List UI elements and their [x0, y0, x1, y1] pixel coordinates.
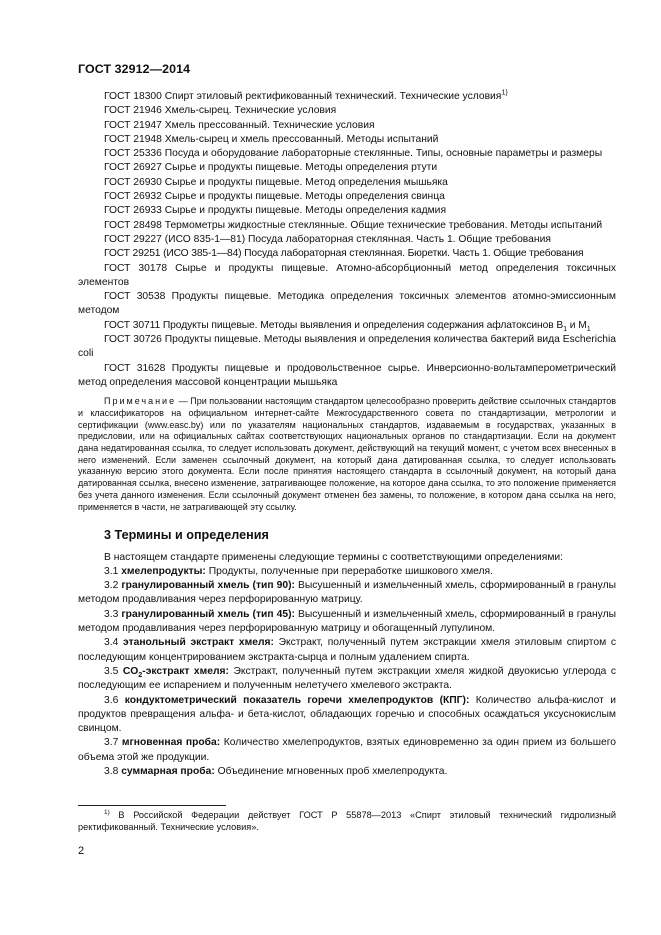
reference-item: ГОСТ 25336 Посуда и оборудование лабораторные стеклянные. Типы, основные параметры и размеры — [104, 148, 603, 160]
reference-item: ГОСТ 30726 Продукты пищевые. Методы выявления и определения количества бактерий вида Escherichia coli — [78, 334, 616, 360]
term-definition: 3.3 гранулированный хмель (тип 45): Высушенный и измельченный хмель, сформированный в гранулы методом продавливания через перфорированную матрицу и обогащенный лупулином. — [78, 608, 616, 635]
reference-item: ГОСТ 29251 (ИСО 385-1—84) Посуда лабораторная стеклянная. Бюретки. Часть 1. Общие требования — [104, 248, 584, 260]
term-definition: 3.1 хмелепродукты: Продукты, полученные при переработке шишкового хмеля. — [104, 565, 493, 577]
reference-item: ГОСТ 28498 Термометры жидкостные стеклянные. Общие технические требования. Методы испытаний — [104, 219, 603, 231]
reference-item: ГОСТ 26933 Сырье и продукты пищевые. Методы определения кадмия — [104, 205, 447, 217]
section-heading: 3 Термины и определения — [104, 528, 269, 543]
document-code-header: ГОСТ 32912—2014 — [78, 62, 191, 76]
reference-item: ГОСТ 21946 Хмель-сырец. Технические условия — [104, 105, 337, 117]
footnote: $^{1)}$ В Российской Федерации действует ГОСТ Р 55878—2013 «Спирт этиловый технический гидролизный ректификованный. Технические условия». — [78, 808, 616, 833]
reference-item: ГОСТ 21947 Хмель прессованный. Технические условия — [104, 119, 375, 131]
page-number: 2 — [78, 845, 85, 857]
reference-item: ГОСТ 26927 Сырье и продукты пищевые. Методы определения ртути — [104, 162, 438, 174]
term-definition: 3.4 этанольный экстракт хмеля: Экстракт, полученный путем экстракции хмеля этиловым спиртом с последующим концентрированием экстракта-сырца и полным удалением спирта. — [78, 637, 616, 663]
section-intro: В настоящем стандарте применены следующие термины с соответствующими определениями: — [104, 551, 564, 563]
footnote-divider — [78, 805, 226, 806]
term-definition: 3.8 суммарная проба: Объединение мгновенных проб хмелепродукта. — [104, 766, 448, 778]
document-body — [78, 87, 616, 779]
note-text: — При пользовании настоящим стандартом целесообразно проверить действие ссылочных стандартов и классификаторов на официальном интернет-сайте Межгосударственного совета по стандартизации, метрологии и сертификации (www.easc.by) или по указателям национальных стандартов, издаваемым в государствах, указанных в предисловии, или на официальных сайтах соответствующих национальных органов по стандартизации. Если на документ дана недатированная ссылка, то следует использовать документ, действующий на текущий момент, с учетом всех внесенных в него изменений. Если заменен ссылочный документ, на который дана датированная ссылка, то следует использовать указанную версию этого документа. Если после принятия настоящего стандарта в ссылочный документ, на который дана датированная ссылка, внесено изменение, затрагивающее положение, на которое дана ссылка, то это положение применяется без учета данного изменения. Если ссылочный документ отменен без замены, то положение, в котором дана ссылка на него, применяется в части, не затрагивающей эту ссылку. — [78, 396, 616, 512]
term-definition: 3.5 $CO_2$-экстракт хмеля: Экстракт, полученный путем экстракции хмеля жидкой двуокисью углерода с последующим ее испарением и полученным нелетучего хмелевого экстракта. — [78, 665, 616, 692]
reference-item: ГОСТ 30178 Сырье и продукты пищевые. Атомно-абсорбционный метод определения токсичных элементов — [78, 262, 616, 288]
reference-item: ГОСТ 26930 Сырье и продукты пищевые. Метод определения мышьяка — [104, 176, 448, 188]
note-label: Примечание — [104, 396, 177, 407]
reference-item: ГОСТ 31628 Продукты пищевые и продовольственное сырье. Инверсионно-вольтамперометрический метод определения массовой концентрации мышьяка — [78, 362, 616, 388]
reference-item: ГОСТ 29227 (ИСО 835-1—81) Посуда лабораторная стеклянная. Часть 1. Общие требования — [104, 233, 551, 245]
term-definition: 3.6 кондуктометрический показатель горечи хмелепродуктов (КПГ): Количество альфа-кислот и продуктов превращения альфа- и бета-кислот, обладающих горечью и способных осаждаться уксуснокислым свинцом. — [78, 694, 616, 735]
reference-item: ГОСТ 30538 Продукты пищевые. Методика определения токсичных элементов атомно-эмиссионным методом — [78, 291, 616, 317]
reference-item: ГОСТ 18300 Спирт этиловый ректификованный технический. Технические условия$^{1)}$ — [104, 87, 508, 102]
term-definition: 3.2 гранулированный хмель (тип 90): Высушенный и измельченный хмель, сформированный в гранулы методом продавливания через перфорированную матрицу. — [78, 580, 616, 606]
references-note — [78, 396, 616, 513]
term-definition: 3.7 мгновенная проба: Количество хмелепродуктов, взятых единовременно за один прием из большего объема этой же продукции. — [78, 737, 616, 763]
reference-item: ГОСТ 26932 Сырье и продукты пищевые. Методы определения свинца — [104, 191, 445, 203]
reference-item: ГОСТ 21948 Хмель-сырец и хмель прессованный. Методы испытаний — [104, 133, 439, 145]
normative-references-list — [78, 87, 616, 390]
reference-item: ГОСТ 30711 Продукты пищевые. Методы выявления и определения содержания афлатоксинов $B_1$ и $M_1$ — [104, 319, 591, 333]
